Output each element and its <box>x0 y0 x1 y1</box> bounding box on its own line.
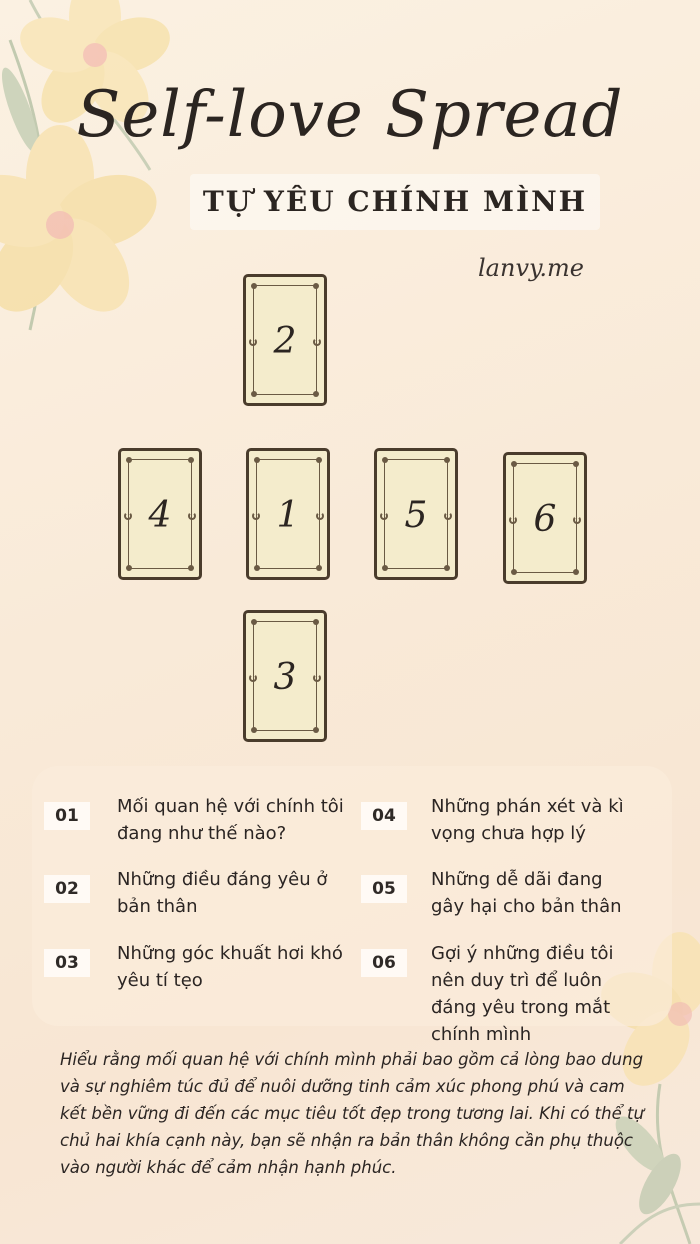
description-note: Hiểu rằng mối quan hệ với chính mình phải bao gồm cả lòng bao dung và sự nghiêm túc đủ để nuôi dưỡng tinh cảm xúc phong phú và cam kết bền vững đi đến các mục tiêu tốt đẹp trong tương lai. Khi có thể tự chủ hai khía cạnh này, bạn sẽ nhận ra bản thân không cần phụ thuộc vào người khác để cảm nhận hạnh phúc. <box>60 1050 644 1177</box>
item-number: 05 <box>361 875 407 903</box>
card-number: 6 <box>533 499 557 540</box>
tarot-card-2 <box>243 274 327 406</box>
card-number: 4 <box>148 495 172 536</box>
page-title: Self-love Spread <box>76 78 624 152</box>
tarot-card-1 <box>246 448 330 580</box>
item-text: Những điều đáng yêu ở bản thân <box>117 869 328 917</box>
tarot-card-6 <box>503 452 587 584</box>
item-number: 06 <box>361 949 407 977</box>
item-number: 03 <box>44 949 90 977</box>
card-number: 5 <box>404 495 428 536</box>
card-number: 1 <box>276 495 300 536</box>
item-number: 01 <box>44 802 90 830</box>
tarot-card-3 <box>243 610 327 742</box>
tarot-card-4 <box>118 448 202 580</box>
tarot-card-5 <box>374 448 458 580</box>
item-number: 04 <box>361 802 407 830</box>
item-text: Gợi ý những điều tôi nên duy trì để luôn đáng yêu trong mắt chính mình <box>431 943 614 1045</box>
item-text: Mối quan hệ với chính tôi đang như thế nào? <box>117 796 344 844</box>
card-number: 3 <box>273 657 297 698</box>
site-name: lanvy.me <box>478 254 584 282</box>
item-text: Những phán xét và kì vọng chưa hợp lý <box>431 796 624 844</box>
page-subtitle: TỰ YÊU CHÍNH MÌNH <box>202 185 588 218</box>
item-text: Những dễ dãi đang gây hại cho bản thân <box>431 869 622 917</box>
item-number: 02 <box>44 875 90 903</box>
card-number: 2 <box>273 321 297 362</box>
item-text: Những góc khuất hơi khó yêu tí tẹo <box>117 943 343 991</box>
